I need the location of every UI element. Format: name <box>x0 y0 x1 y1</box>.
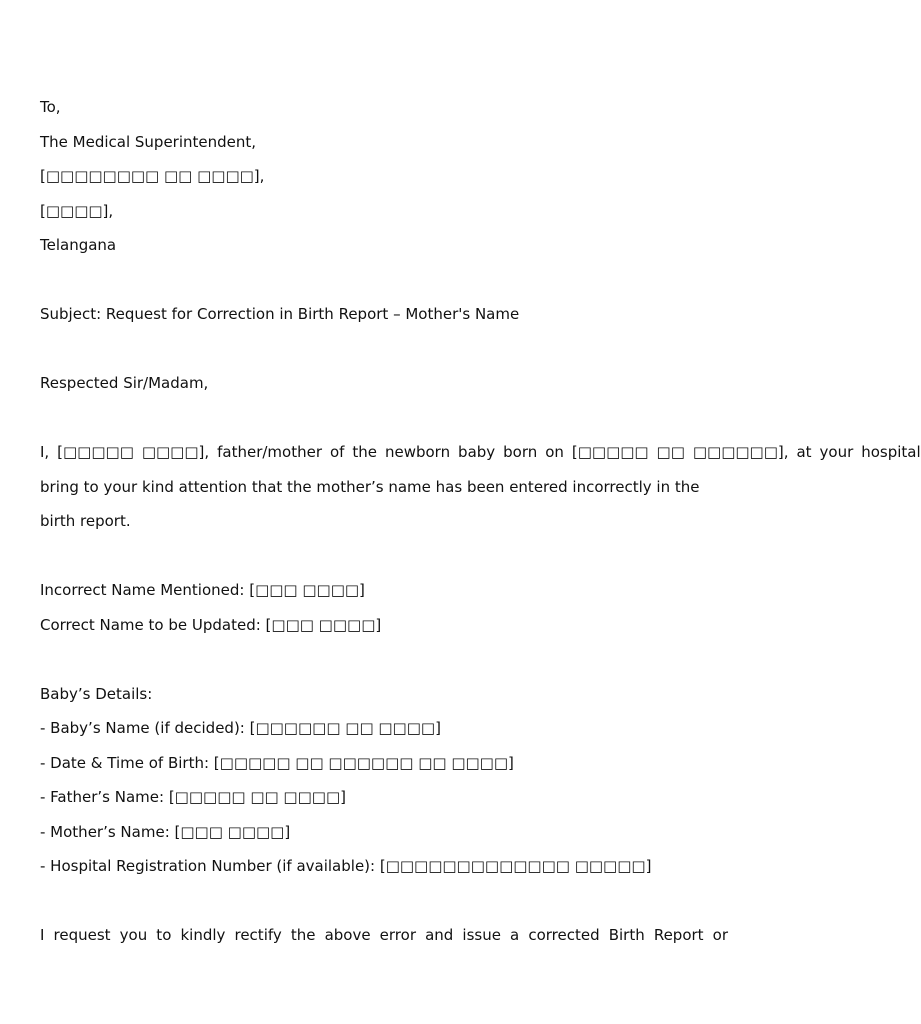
correct-name-line: Correct Name to be Updated: [□□□ □□□□] <box>40 615 382 634</box>
recipient-title: The Medical Superintendent, <box>40 132 257 151</box>
address-to: To, <box>40 98 61 116</box>
babys-details-item-name: - Baby’s Name (if decided): [□□□□□□ □□ □□□□] <box>40 719 441 737</box>
spacer <box>40 263 728 298</box>
babys-details-item-mother: - Mother’s Name: [□□□ □□□□] <box>40 822 291 841</box>
babys-details-heading: Baby’s Details: <box>40 684 153 703</box>
babys-details-item-birth: - Date & Time of Birth: [□□□□□ □□ □□□□□□ □□ □□□□] <box>40 753 514 772</box>
spacer <box>40 539 728 574</box>
body-paragraph-line-2: bring to your kind attention that the mother’s name has been entered incorrectly in the <box>40 477 700 496</box>
body-paragraph-line-1: I, [□□□□□ □□□□], father/mother of the newborn baby born on [□□□□□ □□ □□□□□□], at your hospital <box>40 443 921 461</box>
letter-body <box>40 90 921 953</box>
city-placeholder: [□□□□], <box>40 201 114 220</box>
spacer <box>40 401 728 436</box>
babys-details-item-father: - Father’s Name: [□□□□□ □□ □□□□] <box>40 788 346 806</box>
spacer <box>40 332 728 367</box>
closing-paragraph-line-1: I request you to kindly rectify the above error and issue a corrected Birth Report or <box>40 926 728 944</box>
babys-details-item-registration: - Hospital Registration Number (if available): [□□□□□□□□□□□□□ □□□□□] <box>40 857 652 875</box>
salutation: Respected Sir/Madam, <box>40 374 209 392</box>
state-name: Telangana <box>40 236 117 254</box>
hospital-name-placeholder: [□□□□□□□□ □□ □□□□], <box>40 167 265 185</box>
incorrect-name-line: Incorrect Name Mentioned: [□□□ □□□□] <box>40 581 365 599</box>
spacer <box>40 884 728 919</box>
subject-line: Subject: Request for Correction in Birth Report – Mother's Name <box>40 305 520 323</box>
body-paragraph-line-3: birth report. <box>40 512 131 530</box>
spacer <box>40 642 728 677</box>
